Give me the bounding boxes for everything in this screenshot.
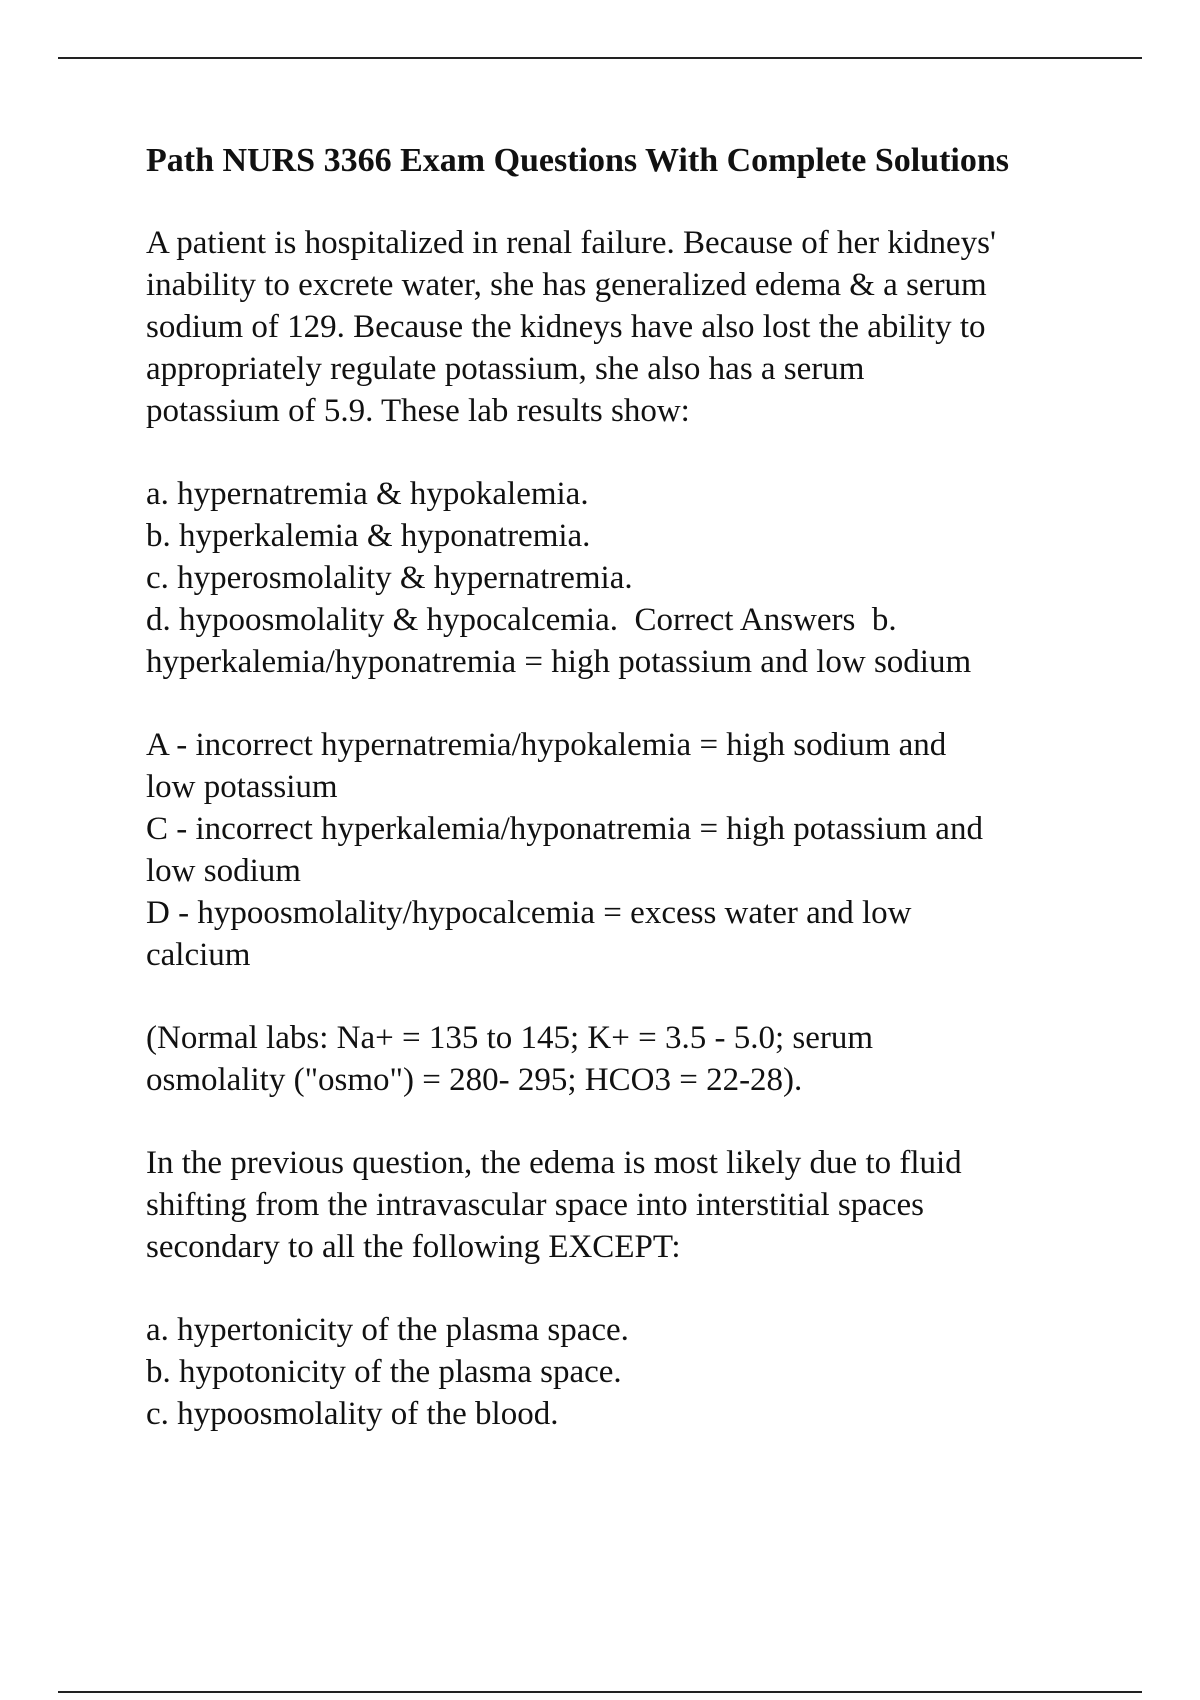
document-title: Path NURS 3366 Exam Questions With Complete Solutions (146, 142, 1010, 179)
text-line: In the previous question, the edema is most likely due to fluid (146, 1145, 962, 1181)
text-line: D - hypoosmolality/hypocalcemia = excess water and low (146, 895, 912, 931)
text-line: low sodium (146, 853, 301, 889)
option-d-with-answer: d. hypoosmolality & hypocalcemia. Correct Answers b. (146, 602, 897, 638)
option-a: a. hypernatremia & hypokalemia. (146, 476, 589, 512)
top-divider (58, 57, 1142, 59)
text-line: inability to excrete water, she has generalized edema & a serum (146, 267, 987, 303)
option-c: c. hypoosmolality of the blood. (146, 1396, 559, 1432)
question-1-stem (146, 222, 1106, 432)
text-line: calcium (146, 937, 251, 973)
text-line: secondary to all the following EXCEPT: (146, 1229, 681, 1265)
question-2-options (146, 1309, 1106, 1435)
normal-labs-note (146, 1017, 1106, 1101)
text-line: A patient is hospitalized in renal failure. Because of her kidneys' (146, 225, 996, 261)
document-body (146, 140, 1106, 1476)
question-1-rationales (146, 724, 1106, 976)
text-line: C - incorrect hyperkalemia/hyponatremia = high potassium and (146, 811, 983, 847)
text-line: shifting from the intravascular space into interstitial spaces (146, 1187, 925, 1223)
question-1-options (146, 473, 1106, 683)
text-line: sodium of 129. Because the kidneys have also lost the ability to (146, 309, 986, 345)
bottom-divider (58, 1691, 1142, 1693)
option-b: b. hyperkalemia & hyponatremia. (146, 518, 591, 554)
option-c: c. hyperosmolality & hypernatremia. (146, 560, 633, 596)
question-2-stem (146, 1142, 1106, 1268)
text-line: potassium of 5.9. These lab results show: (146, 393, 690, 429)
text-line: low potassium (146, 769, 338, 805)
text-line: (Normal labs: Na+ = 135 to 145; K+ = 3.5 - 5.0; serum (146, 1020, 874, 1056)
answer-explanation: hyperkalemia/hyponatremia = high potassium and low sodium (146, 644, 972, 680)
text-line: osmolality ("osmo") = 280- 295; HCO3 = 22-28). (146, 1062, 803, 1098)
option-b: b. hypotonicity of the plasma space. (146, 1354, 622, 1390)
text-line: appropriately regulate potassium, she also has a serum (146, 351, 865, 387)
option-a: a. hypertonicity of the plasma space. (146, 1312, 629, 1348)
text-line: A - incorrect hypernatremia/hypokalemia = high sodium and (146, 727, 947, 763)
